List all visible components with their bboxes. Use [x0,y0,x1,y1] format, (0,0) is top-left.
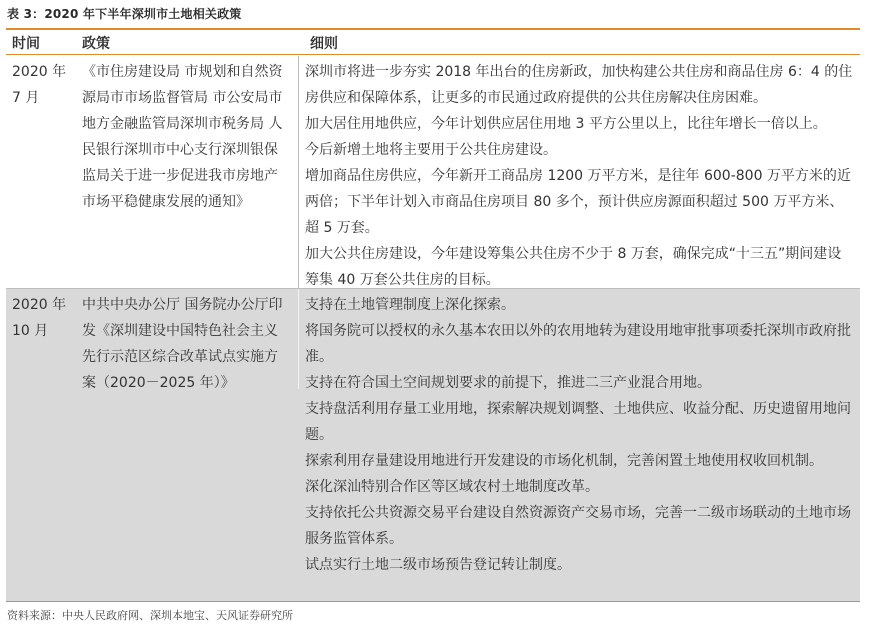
header-policy: 政策 [82,36,110,52]
column-divider [298,289,299,389]
detail-item: 深化深汕特别合作区等区域农村土地制度改革。 [305,479,599,495]
header-time: 时间 [12,36,40,52]
bottom-rule [6,601,860,602]
detail-item: 支持盘活利用存量工业用地，探索解决规划调整、土地供应、收益分配、历史遗留用地问题。 [305,401,851,443]
detail-item: 支持依托公共资源交易平台建设自然资源资产交易市场，完善一二级市场联动的土地市场服务监管体系。 [305,505,851,547]
detail-item: 深圳市将进一步夯实 2018 年出台的住房新政，加快构建公共住房和商品住房 6：4 的住房供应和保障体系，让更多的市民通过政府提供的公共住房解决住房困难。 [305,64,853,106]
cell-detail [305,59,853,293]
table-header [6,30,860,54]
detail-item: 支持在符合国土空间规划要求的前提下，推进二三产业混合用地。 [305,375,711,391]
detail-item: 试点实行土地二级市场预告登记转让制度。 [305,557,571,573]
cell-time: 2020 年 7 月 [12,64,67,106]
column-divider [298,56,299,288]
detail-item: 今后新增土地将主要用于公共住房建设。 [305,142,557,158]
header-detail: 细则 [310,36,338,52]
detail-item: 加大公共住房建设，今年建设筹集公共住房不少于 8 万套，确保完成“十三五”期间建设筹集 40 万套公共住房的目标。 [305,246,842,288]
cell-time: 2020 年 10 月 [12,297,67,339]
cell-policy: 中共中央办公厅 国务院办公厅印发《深圳建设中国特色社会主义先行示范区综合改革试点实施方案（2020－2025 年）》 [82,297,283,391]
detail-item: 加大居住用地供应，今年计划供应居住用地 3 平方公里以上，比往年增长一倍以上。 [305,116,827,132]
detail-item: 探索利用存量建设用地进行开发建设的市场化机制，完善闲置土地使用权收回机制。 [305,453,823,469]
cell-detail [305,292,853,578]
cell-policy: 《市住房建设局 市规划和自然资源局市市场监督管局 市公安局市地方金融监管局深圳市税务局 人民银行深圳市中心支行深圳银保监局关于进一步促进我市房地产市场平稳健康发展的通知》 [82,64,283,210]
header-rule [6,54,860,55]
detail-item: 支持在土地管理制度上深化探索。 [305,297,515,313]
table-caption: 表 3：2020 年下半年深圳市土地相关政策 [7,7,242,21]
source-note: 资料来源：中央人民政府网、深圳本地宝、天风证券研究所 [7,609,293,622]
detail-item: 将国务院可以授权的永久基本农田以外的农用地转为建设用地审批事项委托深圳市政府批准。 [305,323,851,365]
detail-item: 增加商品住房供应，今年新开工商品房 1200 万平方米，是往年 600-800 万平方米的近两倍；下半年计划入市商品住房项目 80 多个，预计供应房源面积超过 500 万平方米、超 5 万套。 [305,168,851,236]
